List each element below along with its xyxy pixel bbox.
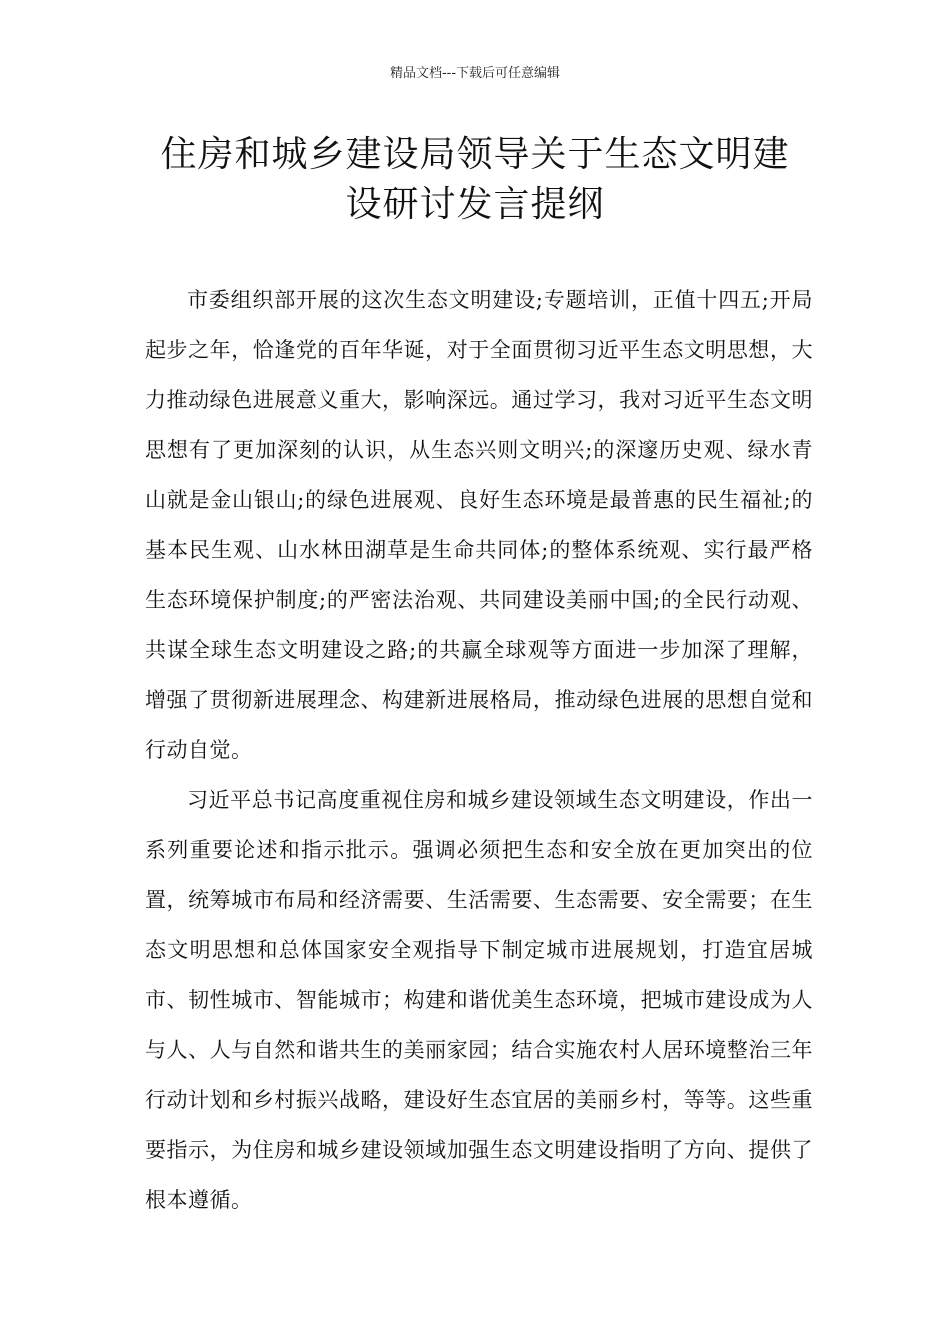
title-line-2: 设研讨发言提纲	[345, 184, 605, 225]
document-title	[120, 130, 830, 230]
header-note: 精品文档---下载后可任意编辑	[389, 66, 561, 81]
paragraph-2: 习近平总书记高度重视住房和城乡建设领域生态文明建设，作出一系列重要论述和指示批示。强调必须把生态和安全放在更加突出的位置，统筹城市布局和经济需要、生活需要、生态需要、安全需要；在生态文明思想和总体国家安全观指导下制定城市进展规划，打造宜居城市、韧性城市、智能城市；构建和谐优美生态环境，把城市建设成为人与人、人与自然和谐共生的美丽家园；结合实施农村人居环境整治三年行动计划和乡村振兴战略，建设好生态宜居的美丽乡村，等等。这些重要指示，为住房和城乡建设领域加强生态文明建设指明了方向、提供了根本遵循。	[145, 788, 813, 1212]
document-body	[145, 275, 813, 1225]
title-line-1: 住房和城乡建设局领导关于生态文明建	[160, 134, 790, 175]
paragraph-1: 市委组织部开展的这次生态文明建设;专题培训，正值十四五;开局起步之年，恰逢党的百年华诞，对于全面贯彻习近平生态文明思想，大力推动绿色进展意义重大，影响深远。通过学习，我对习近平生态文明思想有了更加深刻的认识，从生态兴则文明兴;的深邃历史观、绿水青山就是金山银山;的绿色进展观、良好生态环境是最普惠的民生福祉;的基本民生观、山水林田湖草是生命共同体;的整体系统观、实行最严格生态环境保护制度;的严密法治观、共同建设美丽中国;的全民行动观、共谋全球生态文明建设之路;的共赢全球观等方面进一步加深了理解，增强了贯彻新进展理念、构建新进展格局，推动绿色进展的思想自觉和行动自觉。	[145, 288, 813, 762]
